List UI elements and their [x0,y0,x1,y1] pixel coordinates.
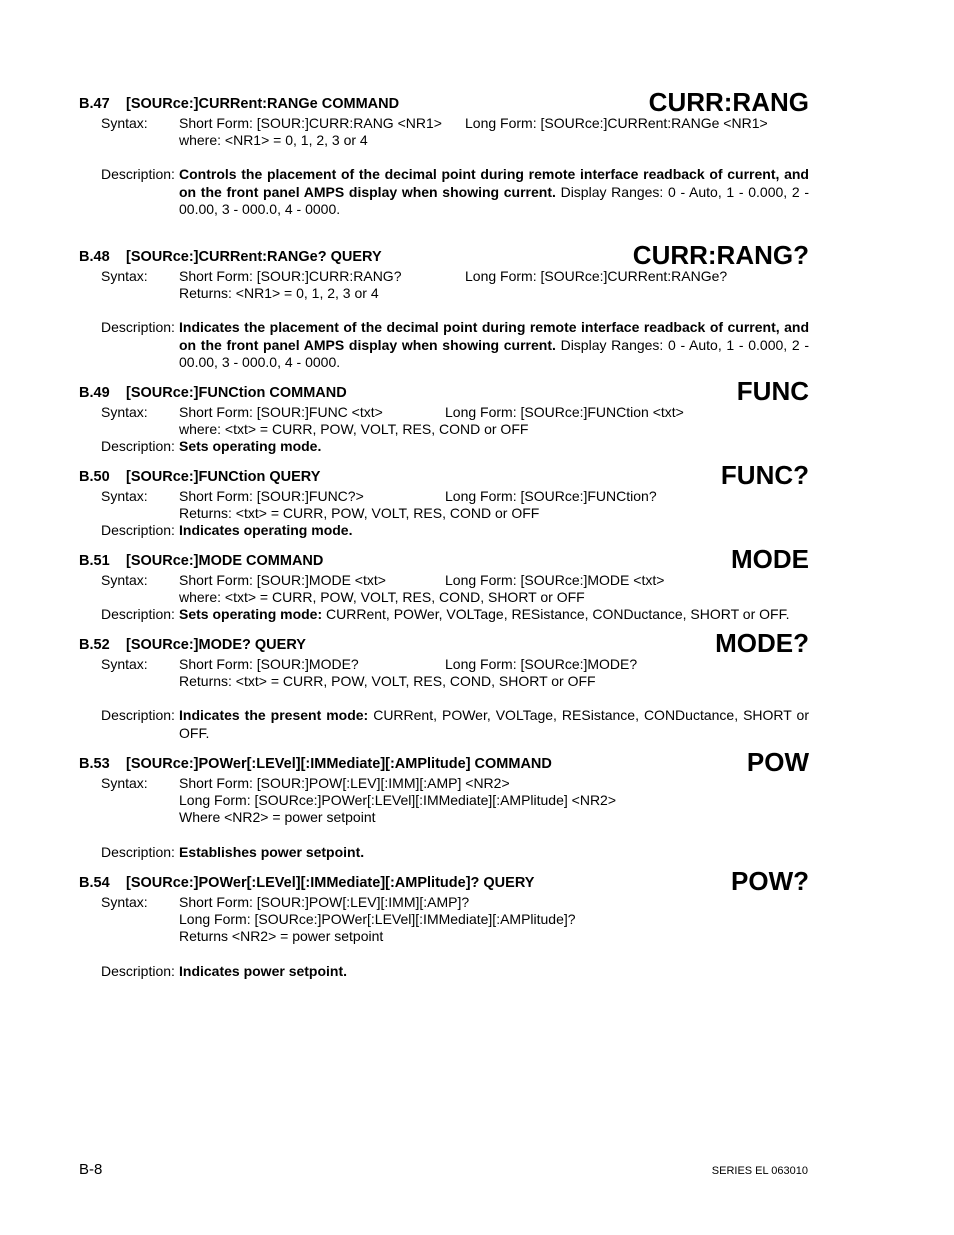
section-b51 [79,544,809,624]
description-label: Description: [101,522,175,539]
description-bold: Controls the placement of the decimal point during remote interface readback of current, and on the front panel AMPS display when showing current. [179,166,809,200]
long-form: Long Form: [SOURce:]MODE <txt> [445,572,665,588]
long-form: Long Form: [SOURce:]POWer[:LEVel][:IMMediate][:AMPlitude] <NR2> [179,792,617,809]
command-mnemonic: POW? [731,866,809,896]
section-title: B.53 [SOURce:]POWer[:LEVel][:IMMediate][:AMPlitude] COMMAND [79,756,552,772]
section-title: B.52 [SOURce:]MODE? QUERY [79,637,306,653]
syntax-extra: where: <txt> = CURR, POW, VOLT, RES, COND, SHORT or OFF [179,589,585,606]
short-form: Short Form: [SOUR:]POW[:LEV][:IMM][:AMP] <NR2> [179,775,510,791]
description-row [79,438,809,455]
command-mnemonic: POW [746,747,809,777]
syntax-row [79,268,809,302]
page-number: B-8 [79,1161,103,1178]
section-title: B.49 [SOURce:]FUNCtion COMMAND [79,385,347,401]
short-form: Short Form: [SOUR:]CURR:RANG? [179,268,402,284]
description-bold: Sets operating mode. [179,438,322,455]
short-form: Short Form: [SOUR:]CURR:RANG <NR1> [179,115,442,131]
syntax-label: Syntax: [101,894,148,910]
syntax-extra: where: <txt> = CURR, POW, VOLT, RES, COND or OFF [179,421,529,438]
description-row [79,319,809,371]
syntax-label: Syntax: [101,656,148,672]
long-form: Long Form: [SOURce:]CURRent:RANGe <NR1> [465,115,768,131]
syntax-row [79,115,809,149]
long-form: Long Form: [SOURce:]POWer[:LEVel][:IMMediate][:AMPlitude]? [179,911,576,928]
command-mnemonic: MODE [731,544,809,574]
section-b53 [79,747,809,861]
description-bold: Indicates operating mode. [179,522,353,539]
section-b49 [79,376,809,456]
command-mnemonic: CURR:RANG [648,87,809,117]
syntax-row [79,656,809,690]
syntax-label: Syntax: [101,488,148,504]
description-text: CURRent, POWer, VOLTage, RESistance, CONDuctance, SHORT or OFF. [322,606,790,623]
section-title: B.50 [SOURce:]FUNCtion QUERY [79,469,321,485]
section-b47 [79,87,809,218]
section-title: B.54 [SOURce:]POWer[:LEVel][:IMMediate][:AMPlitude]? QUERY [79,875,535,891]
description-text: CURRent, POWer, VOLTage, RESistance, CONDuctance, SHORT or OFF. [179,707,809,741]
document-id: SERIES EL 063010 [711,1165,808,1177]
syntax-row [79,488,809,522]
syntax-extra: Returns: <txt> = CURR, POW, VOLT, RES, COND or OFF [179,505,540,522]
description-label: Description: [101,319,175,336]
short-form: Short Form: [SOUR:]MODE? [179,656,359,672]
description-label: Description: [101,438,175,455]
syntax-label: Syntax: [101,115,148,131]
description-bold: Indicates the placement of the decimal point during remote interface readback of current, and on the front panel AMPS display when showing current. [179,319,809,353]
section-title: B.51 [SOURce:]MODE COMMAND [79,553,324,569]
syntax-row [79,572,809,606]
long-form: Long Form: [SOURce:]MODE? [445,656,638,672]
short-form: Short Form: [SOUR:]POW[:LEV][:IMM][:AMP]? [179,894,470,910]
syntax-extra: where: <NR1> = 0, 1, 2, 3 or 4 [179,132,368,149]
section-title: B.48 [SOURce:]CURRent:RANGe? QUERY [79,249,382,265]
description-row [79,522,809,539]
short-form: Short Form: [SOUR:]MODE <txt> [179,572,386,588]
description-bold: Indicates the present mode: [179,707,369,724]
section-b50 [79,460,809,540]
syntax-extra: Returns: <NR1> = 0, 1, 2, 3 or 4 [179,285,379,302]
long-form: Long Form: [SOURce:]FUNCtion <txt> [445,404,684,420]
description-row [79,707,809,741]
description-label: Description: [101,843,175,860]
section-title: B.47 [SOURce:]CURRent:RANGe COMMAND [79,96,400,112]
section-b54 [79,866,809,980]
description-row [79,166,809,218]
section-b48 [79,240,809,371]
description-label: Description: [101,707,175,724]
long-form: Long Form: [SOURce:]FUNCtion? [445,488,657,504]
syntax-extra: Returns <NR2> = power setpoint [179,928,384,945]
description-label: Description: [101,166,175,183]
description-row [79,844,809,861]
syntax-extra: Where <NR2> = power setpoint [179,809,376,826]
command-mnemonic: FUNC [736,376,809,406]
description-text: Display Ranges: 0 - Auto, 1 - 0.000, 2 - 00.00, 3 - 000.0, 4 - 0000. [179,336,809,370]
description-text: Display Ranges: 0 - Auto, 1 - 0.000, 2 - 00.00, 3 - 000.0, 4 - 0000. [179,183,809,217]
command-mnemonic: FUNC? [720,460,809,490]
syntax-row [79,894,809,946]
long-form: Long Form: [SOURce:]CURRent:RANGe? [465,268,728,284]
description-row [79,963,809,980]
description-row [79,606,809,623]
short-form: Short Form: [SOUR:]FUNC <txt> [179,404,383,420]
syntax-label: Syntax: [101,572,148,588]
short-form: Short Form: [SOUR:]FUNC?> [179,488,364,504]
description-bold: Sets operating mode: [179,606,323,623]
command-mnemonic: MODE? [715,628,809,658]
syntax-row [79,404,809,438]
syntax-label: Syntax: [101,775,148,791]
syntax-label: Syntax: [101,404,148,420]
description-label: Description: [101,606,175,623]
section-b52 [79,628,809,742]
command-mnemonic: CURR:RANG? [632,240,809,270]
syntax-extra: Returns: <txt> = CURR, POW, VOLT, RES, COND, SHORT or OFF [179,673,596,690]
description-bold: Indicates power setpoint. [179,962,348,979]
syntax-label: Syntax: [101,268,148,284]
description-label: Description: [101,962,175,979]
description-bold: Establishes power setpoint. [179,843,365,860]
syntax-row [79,775,809,827]
